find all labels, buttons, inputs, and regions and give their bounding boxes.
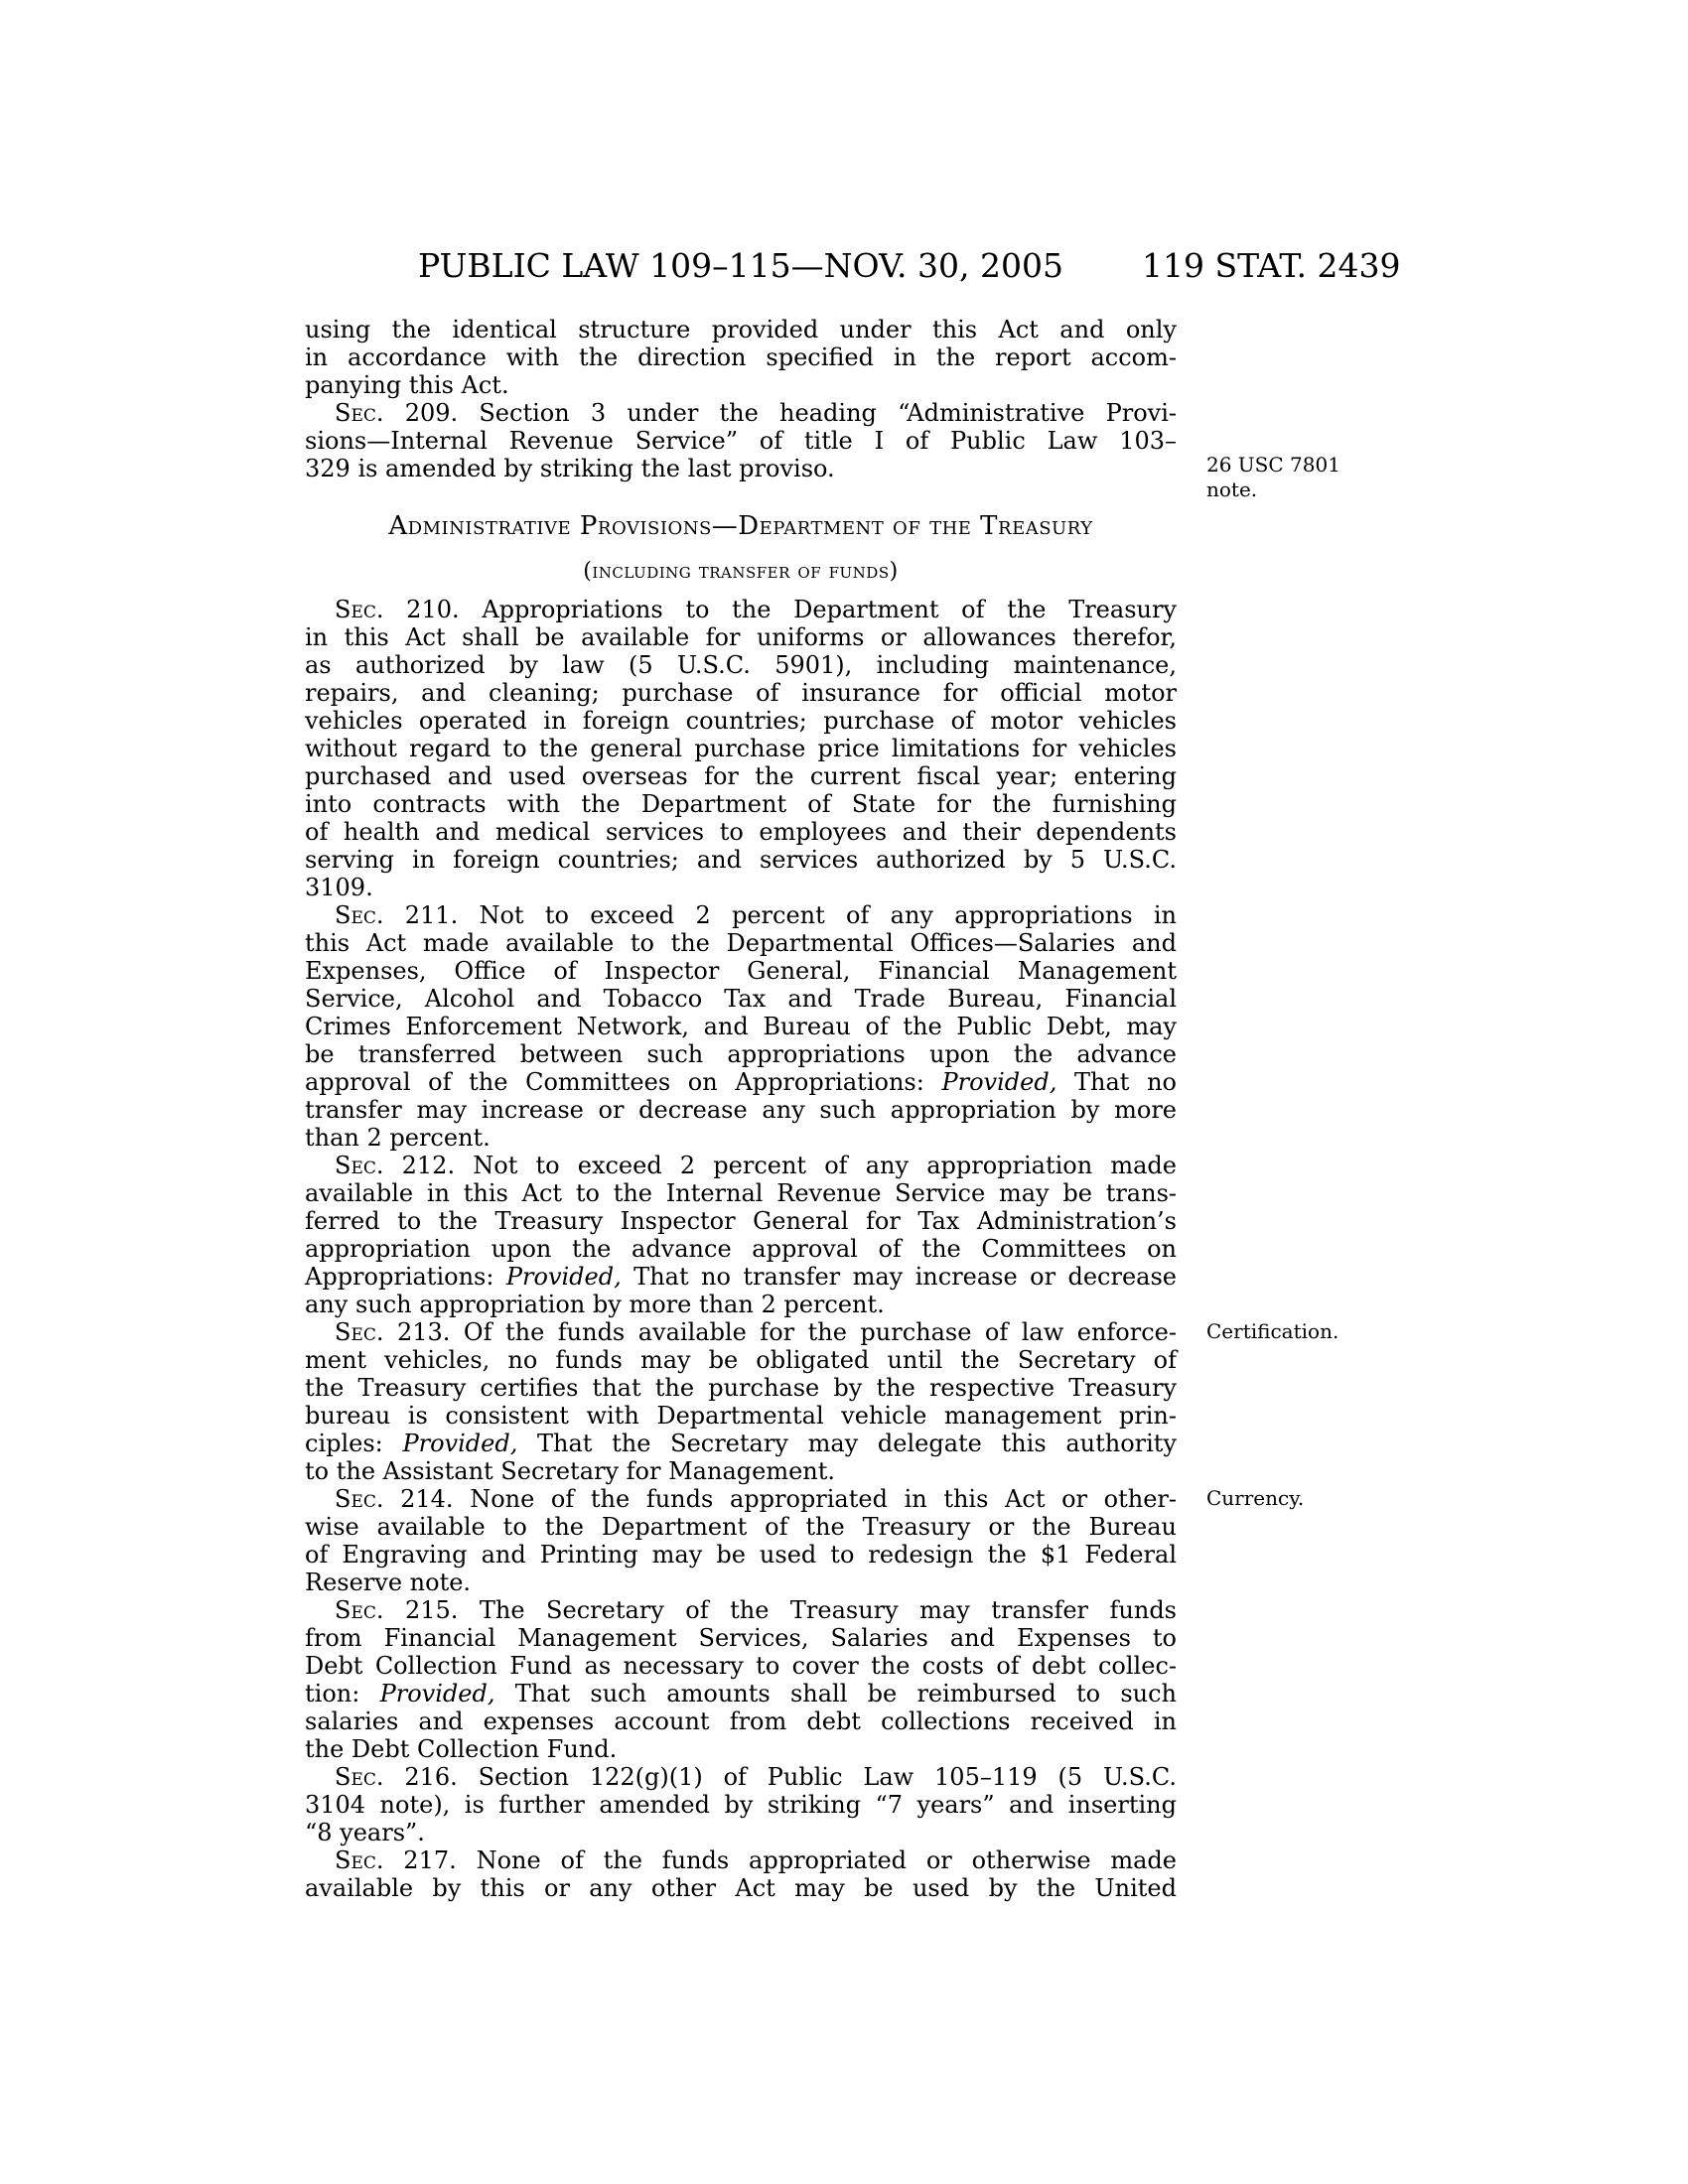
margin-note-line: note. xyxy=(1206,478,1258,501)
section-215-paragraph xyxy=(305,1596,1177,1763)
section-212-paragraph xyxy=(305,1152,1177,1318)
header-stat-page: 119 STAT. 2439 xyxy=(1142,246,1401,285)
text-line: approval of the Committees on Appropriations: Provided, That no xyxy=(305,1068,1177,1096)
margin-note-line: Currency. xyxy=(1206,1486,1305,1510)
text-line: bureau is consistent with Departmental vehicle management prin- xyxy=(305,1402,1177,1430)
text-line: Sec. 210. Appropriations to the Department of the Treasury xyxy=(335,596,1177,623)
text-line: as authorized by law (5 U.S.C. 5901), including maintenance, xyxy=(305,651,1177,679)
text-line: 3109. xyxy=(305,874,373,901)
text-line: available in this Act to the Internal Revenue Service may be trans- xyxy=(305,1179,1177,1207)
text-line: Expenses, Office of Inspector General, Financial Management xyxy=(305,957,1177,985)
text-line: panying this Act. xyxy=(305,371,509,399)
text-line: ferred to the Treasury Inspector General for Tax Administration’s xyxy=(305,1207,1177,1235)
text-line: transfer may increase or decrease any such appropriation by more xyxy=(305,1096,1177,1124)
text-line: ciples: Provided, That the Secretary may delegate this authority xyxy=(305,1430,1177,1457)
text-line: this Act made available to the Departmental Offices—Salaries and xyxy=(305,929,1177,957)
section-213-paragraph xyxy=(305,1318,1177,1485)
treasury-admin-provisions-heading: Administrative Provisions—Department of the Treasury xyxy=(388,511,1093,541)
text-line: using the identical structure provided under this Act and only xyxy=(305,316,1177,343)
margin-note-currency xyxy=(1206,1486,1390,1511)
text-line: Sec. 213. Of the funds available for the purchase of law enforce- xyxy=(335,1318,1177,1346)
text-line: of health and medical services to employees and their dependents xyxy=(305,818,1177,846)
text-line: repairs, and cleaning; purchase of insurance for official motor xyxy=(305,679,1177,707)
margin-note-usc-7801 xyxy=(1206,453,1390,502)
text-line: of Engraving and Printing may be used to redesign the $1 Federal xyxy=(305,1541,1177,1569)
section-209-paragraph xyxy=(305,399,1177,482)
text-line: Appropriations: Provided, That no transfer may increase or decrease xyxy=(305,1263,1178,1291)
text-line: Sec. 211. Not to exceed 2 percent of any appropriations in xyxy=(335,901,1177,929)
text-line: Reserve note. xyxy=(305,1569,472,1596)
header-law-title: PUBLIC LAW 109–115—NOV. 30, 2005 xyxy=(417,246,1063,285)
transfer-of-funds-subheading: (including transfer of funds) xyxy=(583,559,899,584)
text-line: Crimes Enforcement Network, and Bureau of the Public Debt, may xyxy=(305,1013,1177,1040)
section-216-paragraph xyxy=(305,1763,1177,1846)
margin-note-certification xyxy=(1206,1319,1390,1344)
margin-note-line: Certification. xyxy=(1206,1319,1339,1343)
text-line: be transferred between such appropriations upon the advance xyxy=(305,1040,1177,1068)
text-line: to the Assistant Secretary for Management. xyxy=(305,1457,836,1485)
text-line: 329 is amended by striking the last proviso. xyxy=(305,455,835,482)
text-line: ment vehicles, no funds may be obligated until the Secretary of xyxy=(305,1346,1177,1374)
text-line: available by this or any other Act may be used by the United xyxy=(305,1874,1177,1902)
section-211-paragraph xyxy=(305,901,1177,1152)
text-line: Sec. 217. None of the funds appropriated or otherwise made xyxy=(335,1846,1177,1874)
text-line: wise available to the Department of the Treasury or the Bureau xyxy=(305,1513,1177,1541)
text-line: without regard to the general purchase price limitations for vehicles xyxy=(305,735,1177,762)
margin-note-line: 26 USC 7801 xyxy=(1206,453,1340,477)
text-line: purchased and used overseas for the current fiscal year; entering xyxy=(305,762,1177,790)
text-line: the Treasury certifies that the purchase by the respective Treasury xyxy=(305,1374,1177,1402)
text-line: 3104 note), is further amended by striking “7 years” and inserting xyxy=(305,1791,1177,1819)
text-line: sions—Internal Revenue Service” of title I of Public Law 103– xyxy=(305,427,1177,455)
section-217-paragraph xyxy=(305,1846,1177,1902)
text-line: serving in foreign countries; and services authorized by 5 U.S.C. xyxy=(305,846,1177,874)
text-line: appropriation upon the advance approval of the Committees on xyxy=(305,1235,1177,1263)
text-line: Sec. 216. Section 122(g)(1) of Public Law 105–119 (5 U.S.C. xyxy=(335,1763,1178,1791)
main-text xyxy=(305,316,1177,1902)
text-line: in this Act shall be available for uniforms or allowances therefor, xyxy=(305,623,1177,651)
text-line: Debt Collection Fund as necessary to cover the costs of debt collec- xyxy=(305,1652,1177,1680)
text-line: Sec. 209. Section 3 under the heading “Administrative Provi- xyxy=(335,399,1177,427)
text-line: any such appropriation by more than 2 percent. xyxy=(305,1291,885,1318)
text-line: the Debt Collection Fund. xyxy=(305,1735,618,1763)
text-line: tion: Provided, That such amounts shall be reimbursed to such xyxy=(305,1680,1178,1707)
text-line: in accordance with the direction specified in the report accom- xyxy=(305,343,1177,371)
text-line: “8 years”. xyxy=(305,1819,425,1846)
continuation-paragraph xyxy=(305,316,1177,399)
section-214-paragraph xyxy=(305,1485,1177,1596)
text-line: Sec. 214. None of the funds appropriated in this Act or other- xyxy=(335,1485,1177,1513)
text-line: Service, Alcohol and Tobacco Tax and Trade Bureau, Financial xyxy=(305,985,1177,1013)
section-210-paragraph xyxy=(305,596,1177,901)
text-line: than 2 percent. xyxy=(305,1124,491,1152)
text-line: into contracts with the Department of State for the furnishing xyxy=(305,790,1177,818)
text-line: salaries and expenses account from debt collections received in xyxy=(305,1707,1177,1735)
text-line: Sec. 215. The Secretary of the Treasury may transfer funds xyxy=(335,1596,1177,1624)
text-line: from Financial Management Services, Salaries and Expenses to xyxy=(305,1624,1177,1652)
text-line: vehicles operated in foreign countries; purchase of motor vehicles xyxy=(305,707,1177,735)
text-line: Sec. 212. Not to exceed 2 percent of any appropriation made xyxy=(335,1152,1177,1179)
